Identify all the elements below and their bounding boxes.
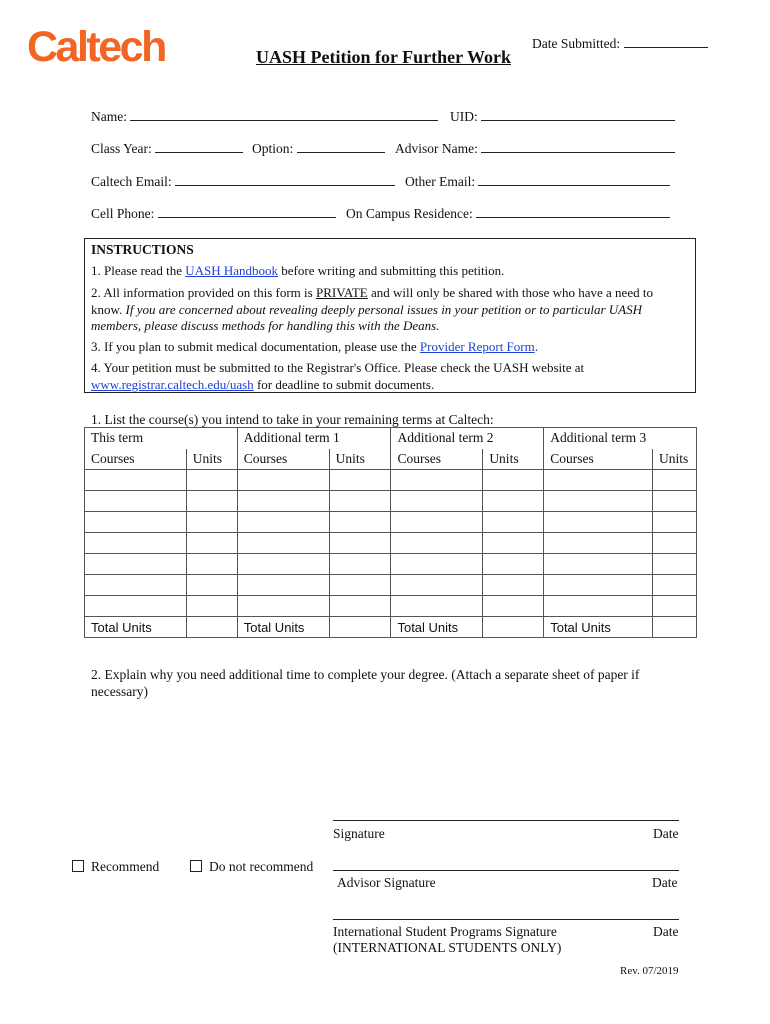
units-cell[interactable] bbox=[329, 470, 391, 491]
advisor-signature-label: Advisor Signature bbox=[337, 875, 436, 890]
instruction-3 bbox=[91, 339, 687, 356]
units-cell[interactable] bbox=[186, 512, 237, 533]
term-header: Additional term 2 bbox=[391, 428, 544, 449]
courses-header: Courses bbox=[237, 449, 329, 470]
option-field[interactable] bbox=[252, 141, 385, 157]
units-cell[interactable] bbox=[483, 575, 544, 596]
units-cell[interactable] bbox=[186, 596, 237, 617]
total-units-cell[interactable] bbox=[652, 617, 696, 638]
intl-note: (INTERNATIONAL STUDENTS ONLY) bbox=[333, 940, 562, 955]
course-cell[interactable] bbox=[85, 491, 187, 512]
courses-header: Courses bbox=[85, 449, 187, 470]
term-header-row bbox=[85, 428, 697, 449]
instruction-3-text-end: . bbox=[534, 339, 538, 354]
instruction-4 bbox=[91, 360, 687, 393]
signature-label: Signature bbox=[333, 826, 385, 841]
term-header: Additional term 1 bbox=[237, 428, 391, 449]
units-cell[interactable] bbox=[483, 470, 544, 491]
not-recommend-checkbox[interactable] bbox=[190, 860, 202, 872]
advisor-signature-line[interactable] bbox=[333, 870, 679, 871]
other-email-field[interactable] bbox=[405, 174, 670, 190]
units-header: Units bbox=[186, 449, 237, 470]
units-cell[interactable] bbox=[483, 491, 544, 512]
course-cell[interactable] bbox=[544, 596, 653, 617]
class-year-line bbox=[155, 141, 243, 153]
uid-line bbox=[481, 109, 675, 121]
total-units-label: Total Units bbox=[544, 617, 653, 638]
table-row bbox=[85, 554, 697, 575]
date-submitted-field[interactable] bbox=[532, 36, 708, 52]
instruction-1 bbox=[91, 263, 687, 280]
course-cell[interactable] bbox=[237, 596, 329, 617]
course-cell[interactable] bbox=[85, 533, 187, 554]
course-cell[interactable] bbox=[237, 470, 329, 491]
course-cell[interactable] bbox=[85, 554, 187, 575]
course-cell[interactable] bbox=[391, 554, 483, 575]
instruction-4-text-end: for deadline to submit documents. bbox=[253, 376, 435, 392]
other-email-label: Other Email: bbox=[405, 174, 476, 189]
course-cell[interactable] bbox=[391, 470, 483, 491]
caltech-email-label: Caltech Email: bbox=[91, 174, 172, 189]
recommend-label: Recommend bbox=[91, 859, 160, 874]
instruction-1-text: 1. Please read the bbox=[91, 263, 186, 278]
instruction-2 bbox=[91, 285, 687, 335]
caltech-email-field[interactable] bbox=[91, 174, 395, 190]
units-cell[interactable] bbox=[652, 512, 696, 533]
advisor-date-label: Date bbox=[652, 875, 678, 890]
units-cell[interactable] bbox=[652, 554, 696, 575]
course-cell[interactable] bbox=[237, 575, 329, 596]
cell-phone-line bbox=[158, 206, 336, 218]
course-cell[interactable] bbox=[391, 491, 483, 512]
option-line bbox=[297, 141, 385, 153]
units-cell[interactable] bbox=[329, 596, 391, 617]
units-cell[interactable] bbox=[652, 596, 696, 617]
instructions-heading: INSTRUCTIONS bbox=[91, 242, 194, 257]
units-cell[interactable] bbox=[329, 575, 391, 596]
course-cell[interactable] bbox=[391, 512, 483, 533]
cell-phone-field[interactable] bbox=[91, 206, 336, 222]
units-cell[interactable] bbox=[186, 491, 237, 512]
instruction-2-text: 2. All information provided on this form is bbox=[91, 285, 316, 300]
uid-field[interactable] bbox=[450, 109, 675, 125]
units-cell[interactable] bbox=[652, 533, 696, 554]
uash-handbook-link[interactable]: UASH Handbook bbox=[185, 263, 279, 278]
course-cell[interactable] bbox=[544, 554, 653, 575]
total-units-row bbox=[85, 617, 697, 638]
private-text: PRIVATE bbox=[315, 285, 368, 300]
course-cell[interactable] bbox=[391, 596, 483, 617]
units-cell[interactable] bbox=[483, 554, 544, 575]
option-label: Option: bbox=[252, 141, 294, 156]
instruction-2-italic: If you are concerned about revealing deeply personal issues in your petition or to particular UASH members, please discuss methods for handling this with the Deans. bbox=[91, 301, 642, 333]
term-header: Additional term 3 bbox=[544, 428, 697, 449]
table-row bbox=[85, 533, 697, 554]
total-units-cell[interactable] bbox=[186, 617, 237, 638]
course-cell[interactable] bbox=[237, 491, 329, 512]
course-cell[interactable] bbox=[544, 575, 653, 596]
advisor-name-line bbox=[481, 141, 675, 153]
class-year-label: Class Year: bbox=[91, 141, 152, 156]
units-cell[interactable] bbox=[186, 470, 237, 491]
intl-signature-label: International Student Programs Signature bbox=[333, 924, 557, 939]
course-cell[interactable] bbox=[237, 533, 329, 554]
units-header: Units bbox=[652, 449, 696, 470]
cell-phone-label: Cell Phone: bbox=[91, 206, 155, 221]
course-cell[interactable] bbox=[85, 512, 187, 533]
instruction-4-text: 4. Your petition must be submitted to the Registrar's Office. Please check the UASH website at bbox=[91, 360, 585, 375]
instruction-1-text-end: before writing and submitting this petition. bbox=[278, 263, 505, 278]
signature-date-label: Date bbox=[653, 826, 679, 841]
table-row bbox=[85, 596, 697, 617]
intl-date-label: Date bbox=[653, 924, 679, 939]
name-line bbox=[130, 109, 438, 121]
other-email-line bbox=[478, 174, 670, 186]
advisor-name-label: Advisor Name: bbox=[395, 141, 478, 156]
total-units-label: Total Units bbox=[391, 617, 483, 638]
name-field[interactable] bbox=[91, 109, 438, 125]
date-submitted-line bbox=[624, 36, 708, 48]
units-header: Units bbox=[329, 449, 391, 470]
units-cell[interactable] bbox=[652, 575, 696, 596]
units-cell[interactable] bbox=[652, 470, 696, 491]
revision-label: Rev. 07/2019 bbox=[620, 965, 679, 977]
units-cell[interactable] bbox=[483, 512, 544, 533]
units-cell[interactable] bbox=[329, 554, 391, 575]
table-row bbox=[85, 491, 697, 512]
course-cell[interactable] bbox=[391, 575, 483, 596]
table-row bbox=[85, 470, 697, 491]
residence-label: On Campus Residence: bbox=[346, 206, 473, 221]
units-cell[interactable] bbox=[483, 596, 544, 617]
instruction-2-text-end: and will only be shared with those who have a need to know. bbox=[91, 285, 653, 317]
not-recommend-label: Do not recommend bbox=[209, 859, 314, 874]
caltech-email-line bbox=[175, 174, 395, 186]
advisor-name-field[interactable] bbox=[395, 141, 675, 157]
not-recommend-option[interactable] bbox=[190, 859, 313, 875]
intl-signature-line[interactable] bbox=[333, 919, 679, 920]
term-header: This term bbox=[85, 428, 238, 449]
units-cell[interactable] bbox=[186, 575, 237, 596]
courses-table bbox=[84, 427, 697, 638]
recommend-checkbox[interactable] bbox=[72, 860, 84, 872]
units-header: Units bbox=[483, 449, 544, 470]
course-cell[interactable] bbox=[85, 596, 187, 617]
date-submitted-label: Date Submitted: bbox=[532, 36, 621, 51]
units-cell[interactable] bbox=[483, 533, 544, 554]
total-units-cell[interactable] bbox=[483, 617, 544, 638]
units-cell[interactable] bbox=[329, 512, 391, 533]
class-year-field[interactable] bbox=[91, 141, 243, 157]
name-label: Name: bbox=[91, 109, 127, 124]
total-units-cell[interactable] bbox=[329, 617, 391, 638]
courses-header: Courses bbox=[544, 449, 653, 470]
total-units-label: Total Units bbox=[237, 617, 329, 638]
units-cell[interactable] bbox=[329, 491, 391, 512]
course-cell[interactable] bbox=[85, 575, 187, 596]
total-units-label: Total Units bbox=[85, 617, 187, 638]
residence-line bbox=[476, 206, 670, 218]
page-title: UASH Petition for Further Work bbox=[256, 47, 511, 67]
table-row bbox=[85, 575, 697, 596]
instructions-box bbox=[84, 238, 696, 393]
column-header-row bbox=[85, 449, 697, 470]
section-2-prompt: 2. Explain why you need additional time to complete your degree. (Attach a separate sheet of paper if necessary) bbox=[91, 667, 640, 699]
courses-header: Courses bbox=[391, 449, 483, 470]
provider-report-form-link[interactable]: Provider Report Form bbox=[419, 339, 535, 354]
course-cell[interactable] bbox=[85, 470, 187, 491]
course-cell[interactable] bbox=[391, 533, 483, 554]
table-row bbox=[85, 512, 697, 533]
course-cell[interactable] bbox=[544, 533, 653, 554]
course-cell[interactable] bbox=[237, 554, 329, 575]
recommend-option[interactable] bbox=[72, 859, 159, 875]
caltech-logo: Caltech bbox=[27, 23, 165, 71]
instruction-3-text: 3. If you plan to submit medical documentation, please use the bbox=[91, 339, 420, 354]
units-cell[interactable] bbox=[652, 491, 696, 512]
course-cell[interactable] bbox=[237, 512, 329, 533]
course-cell[interactable] bbox=[544, 470, 653, 491]
units-cell[interactable] bbox=[186, 533, 237, 554]
uid-label: UID: bbox=[450, 109, 478, 124]
residence-field[interactable] bbox=[346, 206, 670, 222]
course-cell[interactable] bbox=[544, 512, 653, 533]
registrar-uash-link[interactable]: www.registrar.caltech.edu/uash bbox=[91, 376, 254, 392]
units-cell[interactable] bbox=[329, 533, 391, 554]
course-cell[interactable] bbox=[544, 491, 653, 512]
units-cell[interactable] bbox=[186, 554, 237, 575]
signature-line[interactable] bbox=[333, 820, 679, 821]
section-1-prompt: 1. List the course(s) you intend to take in your remaining terms at Caltech: bbox=[91, 412, 494, 427]
